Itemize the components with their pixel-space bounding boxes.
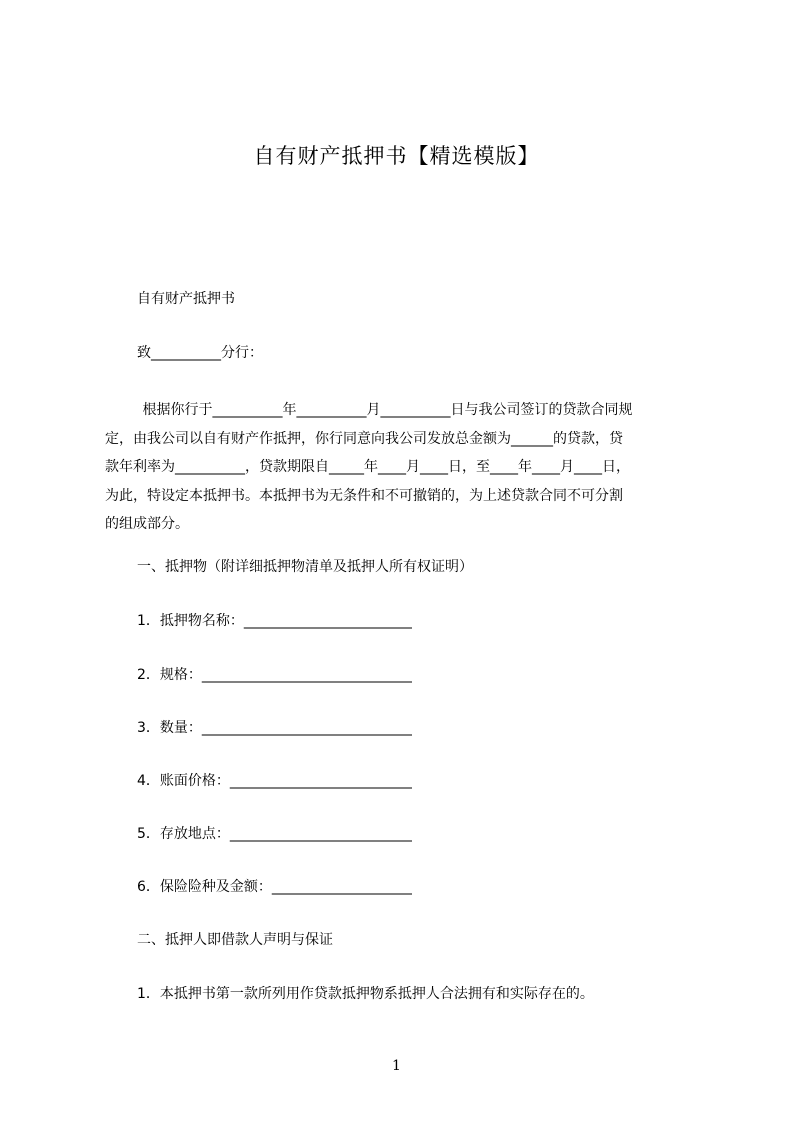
body-line: 根据你行于__________年__________月__________日与我公司签订的贷款合同规	[138, 402, 633, 418]
section-item: 1．本抵押书第一款所列用作贷款抵押物系抵押人合法拥有和实际存在的。	[137, 986, 594, 1002]
section-item: 3．数量：______________________________	[137, 720, 412, 736]
document-title: 自有财产抵押书【精选模版】	[253, 144, 540, 168]
body-line: 款年利率为__________，贷款期限自_____年____月____日，至____年____月____日，	[105, 459, 630, 475]
section-item: 1．抵押物名称：________________________	[137, 613, 412, 629]
section-item: 5．存放地点：__________________________	[137, 826, 412, 842]
body-line: 为此，特设定本抵押书。本抵押书为无条件和不可撤销的，为上述贷款合同不可分割	[105, 487, 623, 504]
addressee-line: 致__________分行：	[137, 345, 263, 361]
page-number: 1	[392, 1058, 401, 1074]
document-heading: 自有财产抵押书	[137, 291, 235, 307]
body-line: 定，由我公司以自有财产作抵押，你行同意向我公司发放总金额为______的贷款，贷	[105, 430, 623, 447]
section-item: 4．账面价格：__________________________	[137, 773, 412, 789]
section-heading: 二、抵押人即借款人声明与保证	[137, 932, 333, 948]
body-line: 的组成部分。	[105, 516, 189, 532]
section-item: 6．保险险种及金额：____________________	[137, 879, 412, 895]
section-heading: 一、抵押物（附详细抵押物清单及抵押人所有权证明）	[137, 559, 473, 575]
section-item: 2．规格：______________________________	[137, 667, 412, 683]
body-paragraph	[105, 396, 699, 539]
